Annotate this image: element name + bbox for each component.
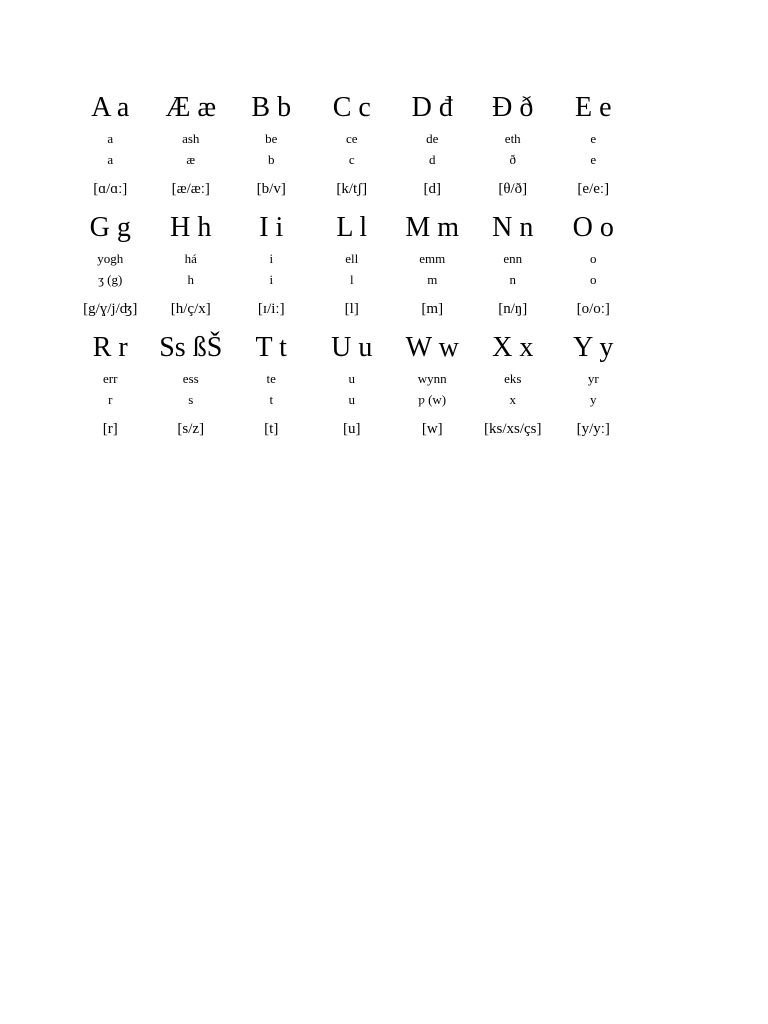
letter-name: há	[184, 251, 197, 266]
letter-lowercase: ð	[509, 152, 516, 167]
letter-name: e	[590, 131, 597, 146]
letter-pronunciation: [s/z]	[177, 421, 205, 437]
letter-name: ell	[345, 251, 359, 266]
letter-lowercase: i	[269, 272, 274, 287]
letter-glyph: Y y	[573, 332, 614, 363]
letter-name: enn	[503, 251, 523, 266]
letter-lowercase: t	[269, 392, 274, 407]
letter-pronunciation: [h/ç/x]	[170, 301, 211, 317]
letter-glyph: Ss ßŠ	[159, 332, 223, 363]
letter-name: u	[348, 371, 355, 386]
letter-name: be	[265, 131, 278, 146]
letter-glyph: L l	[336, 212, 368, 243]
letter-cell-e	[553, 84, 634, 204]
letter-pronunciation: [n/ŋ]	[498, 301, 528, 317]
letter-cell-d	[392, 84, 473, 204]
letter-lowercase: h	[187, 272, 194, 287]
letter-lowercase: d	[429, 152, 436, 167]
letter-lowercase: s	[188, 392, 194, 407]
letter-cell-w	[392, 324, 473, 444]
letter-lowercase: m	[427, 272, 438, 287]
letter-pronunciation: [θ/ð]	[498, 181, 528, 197]
letter-glyph: W w	[405, 332, 459, 363]
letter-pronunciation: [u]	[343, 421, 361, 437]
letter-pronunciation: [ɑ/ɑː]	[93, 181, 128, 197]
letter-pronunciation: [e/eː]	[577, 181, 610, 197]
letter-glyph: I i	[259, 212, 284, 243]
letter-pronunciation: [o/oː]	[576, 301, 610, 317]
letter-cell-o	[553, 204, 634, 324]
letter-lowercase: r	[108, 392, 113, 407]
letter-name: de	[426, 131, 439, 146]
letter-pronunciation: [t]	[264, 421, 279, 437]
letter-glyph: G g	[89, 212, 131, 243]
letter-cell-l	[312, 204, 393, 324]
letter-pronunciation: [æ/æː]	[171, 181, 210, 197]
letter-cell-a	[70, 84, 151, 204]
letter-cell-y	[553, 324, 634, 444]
letter-pronunciation: [d]	[423, 181, 441, 197]
letter-lowercase: o	[590, 272, 597, 287]
letter-glyph: M m	[405, 212, 460, 243]
letter-pronunciation: [ɪ/iː]	[257, 301, 285, 317]
letter-cell-s	[151, 324, 232, 444]
letter-name: o	[590, 251, 597, 266]
alphabet-table	[70, 84, 634, 444]
letter-name: ce	[345, 131, 358, 146]
letter-glyph: Đ ð	[492, 92, 534, 123]
letter-lowercase: b	[268, 152, 275, 167]
letter-lowercase: u	[348, 392, 355, 407]
letter-glyph: B b	[251, 92, 292, 123]
letter-lowercase: a	[107, 152, 114, 167]
letter-lowercase: n	[509, 272, 516, 287]
letter-name: ash	[182, 131, 200, 146]
letter-name: yr	[587, 371, 599, 386]
letter-pronunciation: [y/yː]	[576, 421, 610, 437]
letter-cell-i	[231, 204, 312, 324]
letter-name: i	[269, 251, 274, 266]
letter-name: eks	[504, 371, 522, 386]
letter-glyph: E e	[574, 92, 612, 123]
letter-lowercase: e	[590, 152, 597, 167]
letter-cell-h	[151, 204, 232, 324]
letter-glyph: U u	[331, 332, 373, 363]
letter-name: te	[266, 371, 276, 386]
letter-lowercase: ʒ (g)	[98, 272, 123, 287]
letter-glyph: T t	[255, 332, 287, 363]
letter-lowercase: x	[509, 392, 516, 407]
letter-cell-eth	[473, 84, 554, 204]
letter-glyph: A a	[91, 92, 130, 123]
letter-lowercase: y	[590, 392, 597, 407]
letter-glyph: R r	[92, 332, 128, 363]
letter-cell-u	[312, 324, 393, 444]
letter-glyph: Æ æ	[165, 92, 217, 123]
letter-pronunciation: [g/ɣ/j/ʤ]	[83, 301, 138, 317]
letter-name: eth	[504, 131, 521, 146]
letter-pronunciation: [l]	[344, 301, 359, 317]
letter-pronunciation: [b/v]	[256, 181, 286, 197]
letter-lowercase: ƿ (w)	[418, 392, 447, 407]
letter-name: wynn	[417, 371, 447, 386]
letter-cell-n	[473, 204, 554, 324]
letter-name: yogh	[97, 251, 124, 266]
letter-glyph: H h	[170, 212, 212, 243]
letter-glyph: O o	[572, 212, 614, 243]
letter-glyph: N n	[492, 212, 534, 243]
letter-cell-g	[70, 204, 151, 324]
letter-cell-r	[70, 324, 151, 444]
letter-cell-m	[392, 204, 473, 324]
letter-glyph: D đ	[411, 92, 453, 123]
letter-pronunciation: [ks/xs/çs]	[484, 421, 542, 437]
letter-lowercase: l	[349, 272, 354, 287]
letter-name: a	[107, 131, 114, 146]
letter-cell-b	[231, 84, 312, 204]
letter-cell-t	[231, 324, 312, 444]
letter-glyph: C c	[332, 92, 371, 123]
letter-name: emm	[419, 251, 446, 266]
letter-lowercase: c	[348, 152, 355, 167]
letter-pronunciation: [k/tʃ]	[336, 181, 368, 197]
letter-pronunciation: [m]	[421, 301, 444, 317]
letter-pronunciation: [r]	[102, 421, 118, 437]
letter-lowercase: æ	[186, 152, 196, 167]
letter-pronunciation: [w]	[421, 421, 443, 437]
letter-cell-x	[473, 324, 554, 444]
letter-glyph: X x	[492, 332, 534, 363]
letter-cell-c	[312, 84, 393, 204]
letter-cell-ash	[151, 84, 232, 204]
letter-name: ess	[182, 371, 199, 386]
letter-name: err	[103, 371, 118, 386]
